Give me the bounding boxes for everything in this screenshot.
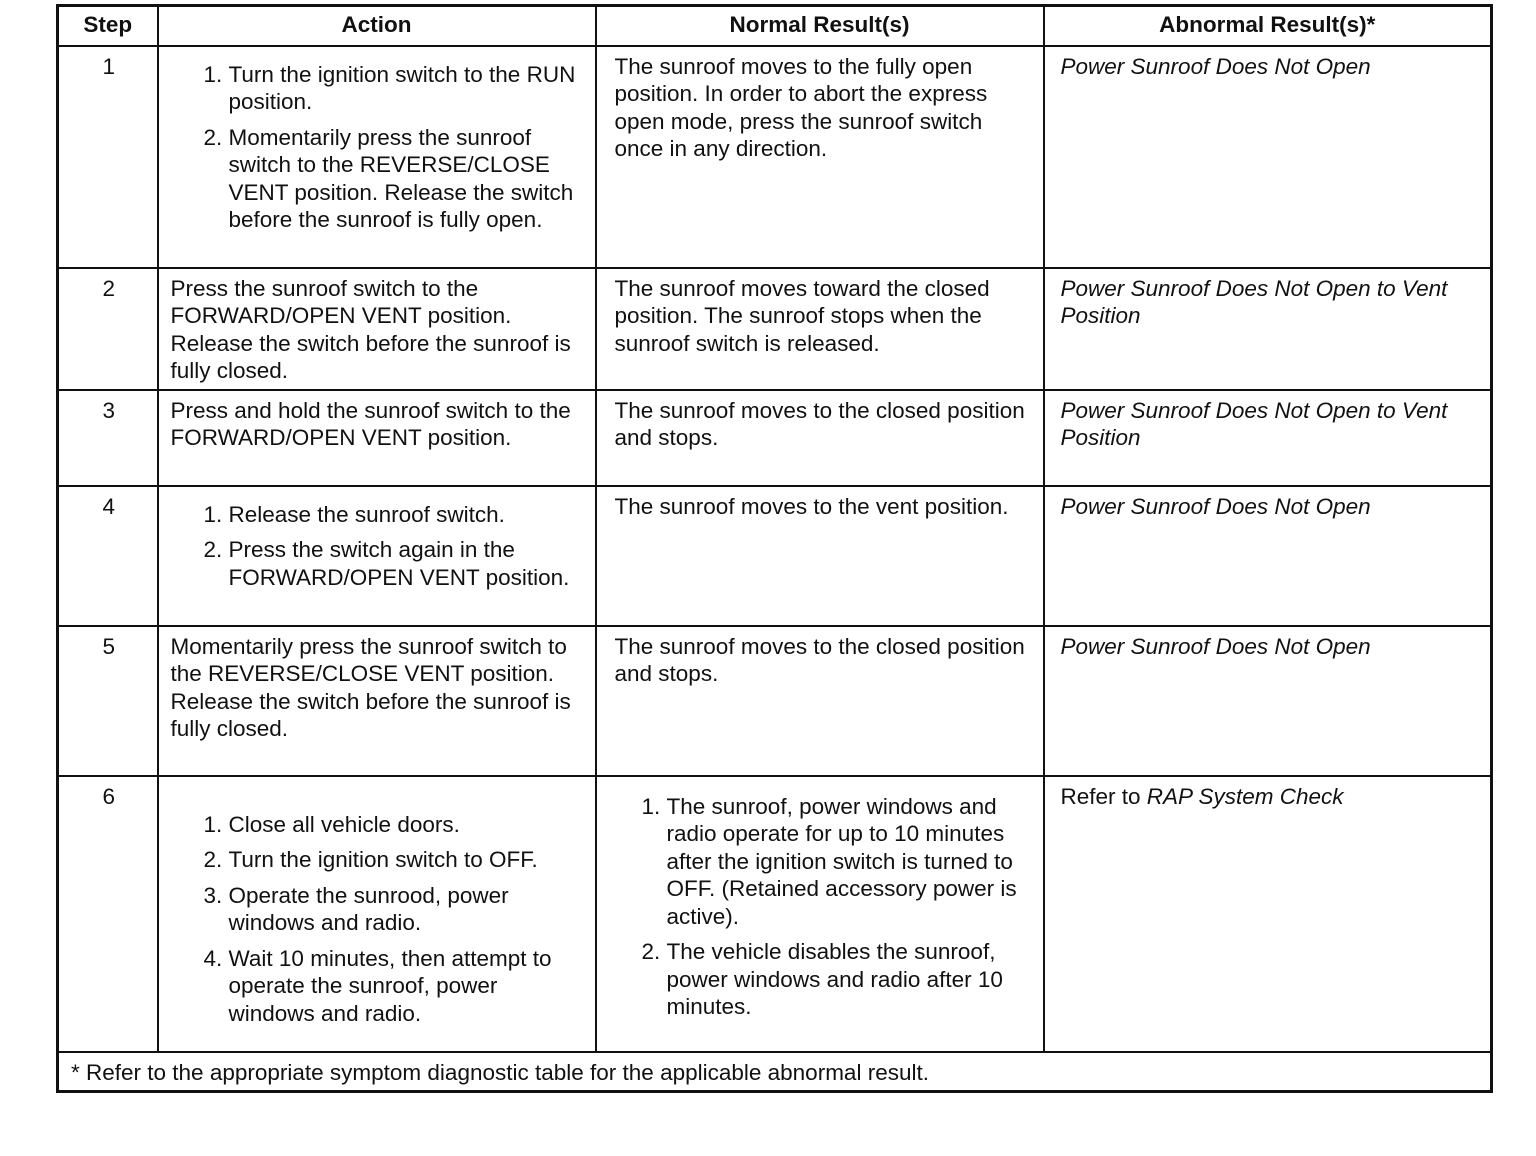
action-cell <box>158 46 596 268</box>
rap-system-check-reference: RAP System Check <box>1146 783 1344 809</box>
abnormal-result-cell: Power Sunroof Does Not Open <box>1044 626 1492 776</box>
abnormal-result-cell <box>1044 776 1492 1052</box>
footnote: * Refer to the appropriate symptom diagnostic table for the applicable abnormal result. <box>58 1052 1492 1092</box>
header-step: Step <box>58 6 158 46</box>
action-cell <box>158 776 596 1052</box>
table-row <box>58 776 1492 1052</box>
table-row <box>58 268 1492 390</box>
header-action: Action <box>158 6 596 46</box>
abnormal-result-cell: Power Sunroof Does Not Open to Vent Position <box>1044 268 1492 390</box>
list-item: 1. Release the sunroof switch. <box>229 501 585 529</box>
list-item: 3. Operate the sunrood, power windows and radio. <box>229 882 585 937</box>
action-cell: Press the sunroof switch to the FORWARD/OPEN VENT position. Release the switch before the sunroof is fully closed. <box>158 268 596 390</box>
action-cell: Press and hold the sunroof switch to the FORWARD/OPEN VENT position. <box>158 390 596 486</box>
list-item: 2. Turn the ignition switch to OFF. <box>229 846 585 874</box>
normal-result-cell <box>596 776 1044 1052</box>
list-item: 4. Wait 10 minutes, then attempt to operate the sunroof, power windows and radio. <box>229 945 585 1028</box>
normal-result-cell: The sunroof moves to the vent position. <box>596 486 1044 626</box>
table-row <box>58 626 1492 776</box>
normal-result-cell: The sunroof moves toward the closed position. The sunroof stops when the sunroof switch is released. <box>596 268 1044 390</box>
normal-result-list <box>609 793 1033 1021</box>
refer-to-text: Refer to <box>1060 783 1147 809</box>
abnormal-result-cell: Power Sunroof Does Not Open <box>1044 486 1492 626</box>
list-item: 1. Close all vehicle doors. <box>229 811 585 839</box>
step-number: 2 <box>58 268 158 390</box>
header-row <box>58 6 1492 46</box>
normal-result-cell: The sunroof moves to the closed position and stops. <box>596 626 1044 776</box>
list-item: 1. The sunroof, power windows and radio operate for up to 10 minutes after the ignition switch is turned to OFF. (Retained accessory power is active). <box>667 793 1033 931</box>
normal-result-cell: The sunroof moves to the closed position and stops. <box>596 390 1044 486</box>
action-cell <box>158 486 596 626</box>
step-number: 4 <box>58 486 158 626</box>
step-number: 6 <box>58 776 158 1052</box>
footnote-row <box>58 1052 1492 1092</box>
step-number: 5 <box>58 626 158 776</box>
table-row <box>58 486 1492 626</box>
normal-result-cell: The sunroof moves to the fully open position. In order to abort the express open mode, press the sunroof switch once in any direction. <box>596 46 1044 268</box>
table-row <box>58 390 1492 486</box>
list-item: 2. Momentarily press the sunroof switch to the REVERSE/CLOSE VENT position. Release the switch before the sunroof is fully open. <box>229 124 585 234</box>
header-normal-results: Normal Result(s) <box>596 6 1044 46</box>
action-list <box>171 501 585 592</box>
list-item: 2. Press the switch again in the FORWARD/OPEN VENT position. <box>229 536 585 591</box>
table-row <box>58 46 1492 268</box>
list-item: 1. Turn the ignition switch to the RUN position. <box>229 61 585 116</box>
header-abnormal-results: Abnormal Result(s)* <box>1044 6 1492 46</box>
list-item: 2. The vehicle disables the sunroof, power windows and radio after 10 minutes. <box>667 938 1033 1021</box>
abnormal-result-cell: Power Sunroof Does Not Open to Vent Position <box>1044 390 1492 486</box>
action-list <box>171 61 585 234</box>
diagnostic-table <box>56 4 1493 1093</box>
action-cell: Momentarily press the sunroof switch to the REVERSE/CLOSE VENT position. Release the switch before the sunroof is fully closed. <box>158 626 596 776</box>
abnormal-result-cell: Power Sunroof Does Not Open <box>1044 46 1492 268</box>
step-number: 3 <box>58 390 158 486</box>
action-list <box>171 811 585 1028</box>
step-number: 1 <box>58 46 158 268</box>
